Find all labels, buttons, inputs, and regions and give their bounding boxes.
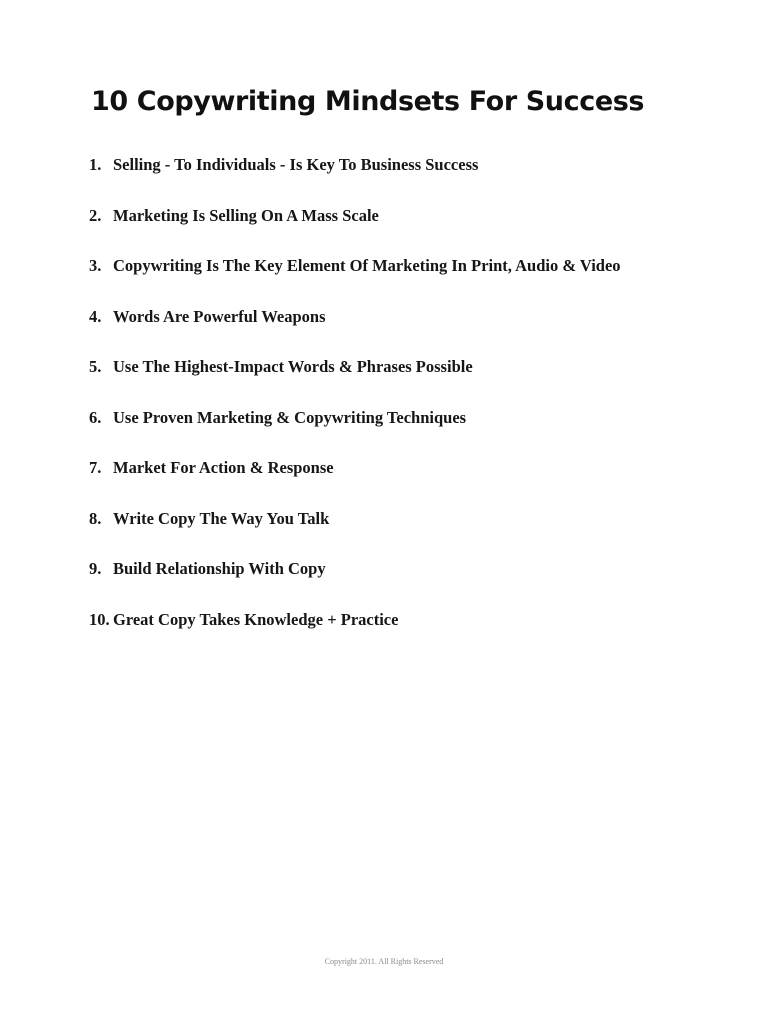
list-item — [89, 153, 621, 204]
list-item-number: 4. — [89, 306, 102, 326]
page-title: 10 Copywriting Mindsets For Success — [91, 86, 645, 117]
list-item — [89, 254, 621, 305]
list-item-text: Great Copy Takes Knowledge + Practice — [113, 609, 399, 629]
list-item-number: 9. — [89, 559, 102, 578]
copyright-footer: Copyright 2011. All Rights Reserved — [324, 957, 444, 966]
list-item — [89, 557, 621, 608]
list-item-number: 5. — [89, 357, 102, 376]
list-item-text: Use Proven Marketing & Copywriting Techniques — [113, 407, 467, 427]
list-item-number: 7. — [89, 458, 102, 477]
list-item — [89, 608, 621, 659]
list-item — [89, 355, 621, 406]
list-item-text: Selling - To Individuals - Is Key To Business Success — [113, 155, 479, 174]
list-item-text: Build Relationship With Copy — [113, 559, 326, 578]
list-item — [89, 456, 621, 507]
list-item-number: 10. — [89, 609, 110, 629]
mindset-list — [89, 153, 621, 658]
list-item-number: 1. — [89, 155, 102, 174]
list-item-text: Write Copy The Way You Talk — [113, 508, 330, 528]
list-item — [89, 406, 621, 457]
list-item-text: Words Are Powerful Weapons — [113, 306, 326, 326]
list-item — [89, 507, 621, 558]
list-item-number: 3. — [89, 256, 102, 275]
list-item — [89, 204, 621, 255]
list-item-number: 2. — [89, 205, 102, 225]
list-item-number: 8. — [89, 508, 102, 528]
list-item-text: Copywriting Is The Key Element Of Marketing In Print, Audio & Video — [113, 256, 621, 275]
list-item-text: Market For Action & Response — [113, 458, 334, 477]
list-item — [89, 305, 621, 356]
list-item-text: Marketing Is Selling On A Mass Scale — [113, 205, 379, 225]
list-item-text: Use The Highest-Impact Words & Phrases Possible — [113, 357, 473, 376]
list-item-number: 6. — [89, 407, 102, 427]
